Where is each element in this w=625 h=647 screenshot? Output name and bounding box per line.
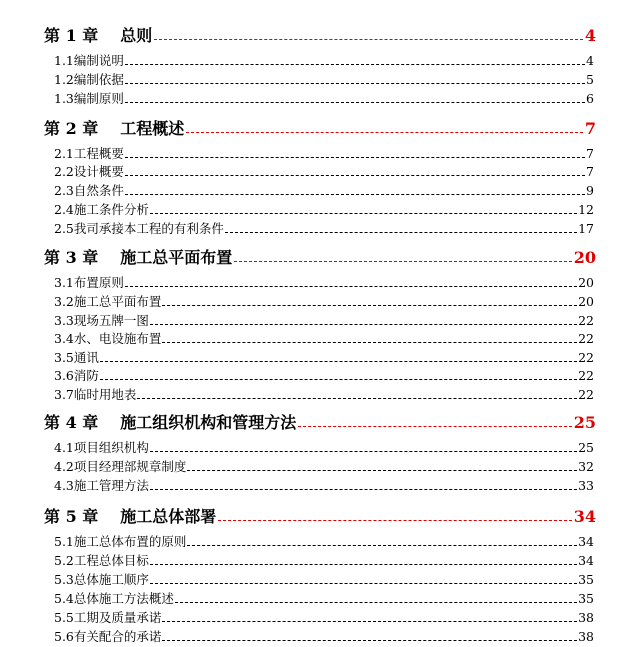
chapter-page-number: 4	[584, 26, 596, 45]
section-leader	[100, 361, 577, 362]
section-leader	[150, 213, 577, 214]
section-page-number: 22	[578, 313, 594, 328]
section-page-number: 22	[578, 387, 594, 402]
chapter-page-number: 20	[573, 248, 596, 267]
section-page-number: 34	[578, 553, 594, 568]
toc-chapter-entry[interactable]	[44, 244, 596, 268]
toc-section-entry[interactable]	[54, 570, 594, 588]
section-title: 施工条件分析	[73, 202, 149, 217]
toc-section-entry[interactable]	[54, 273, 594, 291]
section-number: 2.4	[54, 202, 74, 217]
section-title: 布置原则	[73, 275, 124, 290]
section-leader	[150, 564, 577, 565]
section-number: 3.7	[54, 387, 74, 402]
chapter-title: 施工总体部署	[120, 507, 217, 526]
chapter-number: 第 5 章	[44, 507, 99, 526]
toc-section-entry[interactable]	[54, 311, 594, 329]
toc-section-entry[interactable]	[54, 476, 594, 494]
section-title: 设计概要	[73, 164, 124, 179]
toc-section-entry[interactable]	[54, 457, 594, 475]
chapter-leader	[218, 520, 571, 521]
toc-chapter-entry[interactable]	[44, 503, 596, 527]
section-page-number: 38	[578, 610, 594, 625]
chapter-leader	[234, 261, 571, 262]
section-number: 5.1	[54, 534, 74, 549]
toc-section-entry[interactable]	[54, 329, 594, 347]
section-page-number: 33	[578, 478, 594, 493]
toc-chapter-entry[interactable]	[44, 409, 596, 433]
section-page-number: 7	[586, 164, 594, 179]
section-leader	[125, 102, 585, 103]
chapter-title: 工程概述	[120, 119, 185, 138]
section-title: 有关配合的承诺	[73, 629, 162, 644]
section-number: 1.2	[54, 72, 74, 87]
section-leader	[225, 232, 577, 233]
chapter-title: 施工组织机构和管理方法	[120, 413, 297, 432]
chapter-leader	[154, 39, 583, 40]
section-leader	[187, 470, 577, 471]
section-page-number: 20	[578, 275, 594, 290]
section-title: 水、电设施布置	[73, 331, 162, 346]
section-number: 3.2	[54, 294, 74, 309]
section-page-number: 6	[586, 91, 594, 106]
section-title: 我司承接本工程的有利条件	[73, 221, 224, 236]
section-number: 5.6	[54, 629, 74, 644]
toc-section-entry[interactable]	[54, 89, 594, 107]
chapter-page-number: 7	[584, 119, 596, 138]
section-number: 3.4	[54, 331, 74, 346]
section-page-number: 34	[578, 534, 594, 549]
section-leader	[162, 640, 577, 641]
section-leader	[125, 175, 585, 176]
section-page-number: 22	[578, 331, 594, 346]
section-title: 施工总体布置的原则	[73, 534, 187, 549]
section-number: 5.3	[54, 572, 74, 587]
section-leader	[162, 342, 577, 343]
section-title: 总体施工顺序	[73, 572, 149, 587]
section-number: 4.3	[54, 478, 74, 493]
toc-section-entry[interactable]	[54, 551, 594, 569]
section-page-number: 17	[578, 221, 594, 236]
section-page-number: 38	[578, 629, 594, 644]
toc-section-entry[interactable]	[54, 181, 594, 199]
section-leader	[175, 602, 577, 603]
chapter-number: 第 2 章	[44, 119, 99, 138]
section-number: 3.1	[54, 275, 74, 290]
section-page-number: 12	[578, 202, 594, 217]
section-leader	[162, 305, 577, 306]
toc-section-entry[interactable]	[54, 51, 594, 69]
section-page-number: 22	[578, 368, 594, 383]
section-page-number: 9	[586, 183, 594, 198]
section-number: 5.5	[54, 610, 74, 625]
toc-section-entry[interactable]	[54, 438, 594, 456]
section-leader	[125, 83, 585, 84]
toc-section-entry[interactable]	[54, 70, 594, 88]
section-title: 施工管理方法	[73, 478, 149, 493]
toc-section-entry[interactable]	[54, 200, 594, 218]
section-title: 总体施工方法概述	[73, 591, 174, 606]
section-leader	[137, 398, 577, 399]
section-title: 通讯	[73, 350, 99, 365]
chapter-title: 施工总平面布置	[120, 248, 233, 267]
section-leader	[150, 451, 577, 452]
section-number: 3.3	[54, 313, 74, 328]
chapter-title: 总则	[120, 26, 153, 45]
toc-section-entry[interactable]	[54, 608, 594, 626]
section-title: 工程概要	[73, 146, 124, 161]
section-leader	[100, 379, 577, 380]
chapter-leader	[186, 132, 583, 133]
section-number: 2.1	[54, 146, 74, 161]
section-leader	[125, 157, 585, 158]
section-page-number: 22	[578, 350, 594, 365]
toc-section-entry[interactable]	[54, 385, 594, 403]
section-title: 编制依据	[73, 72, 124, 87]
toc-section-entry[interactable]	[54, 219, 594, 237]
section-leader	[187, 545, 577, 546]
toc-section-entry[interactable]	[54, 366, 594, 384]
section-leader	[125, 64, 585, 65]
chapter-page-number: 34	[573, 507, 596, 526]
chapter-page-number: 25	[573, 413, 596, 432]
section-title: 临时用地表	[73, 387, 137, 402]
toc-section-entry[interactable]	[54, 532, 594, 550]
section-number: 2.5	[54, 221, 74, 236]
chapter-number: 第 4 章	[44, 413, 99, 432]
section-leader	[162, 621, 577, 622]
section-title: 施工总平面布置	[73, 294, 162, 309]
section-number: 5.2	[54, 553, 74, 568]
section-leader	[125, 286, 577, 287]
section-page-number: 4	[586, 53, 594, 68]
section-leader	[150, 324, 577, 325]
section-page-number: 32	[578, 459, 594, 474]
section-number: 2.2	[54, 164, 74, 179]
chapter-leader	[298, 426, 571, 427]
section-title: 消防	[73, 368, 99, 383]
section-number: 5.4	[54, 591, 74, 606]
toc-section-entry[interactable]	[54, 348, 594, 366]
section-title: 编制原则	[73, 91, 124, 106]
section-title: 现场五牌一图	[73, 313, 149, 328]
section-page-number: 35	[578, 591, 594, 606]
toc-section-entry[interactable]	[54, 292, 594, 310]
section-number: 3.5	[54, 350, 74, 365]
section-number: 1.1	[54, 53, 74, 68]
section-title: 工期及质量承诺	[73, 610, 162, 625]
section-page-number: 20	[578, 294, 594, 309]
section-page-number: 5	[586, 72, 594, 87]
section-title: 自然条件	[73, 183, 124, 198]
toc-chapter-entry[interactable]	[44, 115, 596, 139]
chapter-number: 第 1 章	[44, 26, 99, 45]
section-leader	[150, 583, 577, 584]
section-title: 编制说明	[73, 53, 124, 68]
section-page-number: 7	[586, 146, 594, 161]
section-page-number: 25	[578, 440, 594, 455]
section-number: 4.2	[54, 459, 74, 474]
chapter-number: 第 3 章	[44, 248, 99, 267]
section-page-number: 35	[578, 572, 594, 587]
section-title: 项目经理部规章制度	[73, 459, 187, 474]
section-title: 项目组织机构	[73, 440, 149, 455]
section-number: 3.6	[54, 368, 74, 383]
section-leader	[150, 489, 577, 490]
section-number: 4.1	[54, 440, 74, 455]
section-leader	[125, 194, 585, 195]
toc-section-entry[interactable]	[54, 162, 594, 180]
section-number: 1.3	[54, 91, 74, 106]
section-title: 工程总体目标	[73, 553, 149, 568]
toc-chapter-entry[interactable]	[44, 22, 596, 46]
toc-section-entry[interactable]	[54, 144, 594, 162]
toc-section-entry[interactable]	[54, 589, 594, 607]
toc-section-entry[interactable]	[54, 627, 594, 645]
section-number: 2.3	[54, 183, 74, 198]
